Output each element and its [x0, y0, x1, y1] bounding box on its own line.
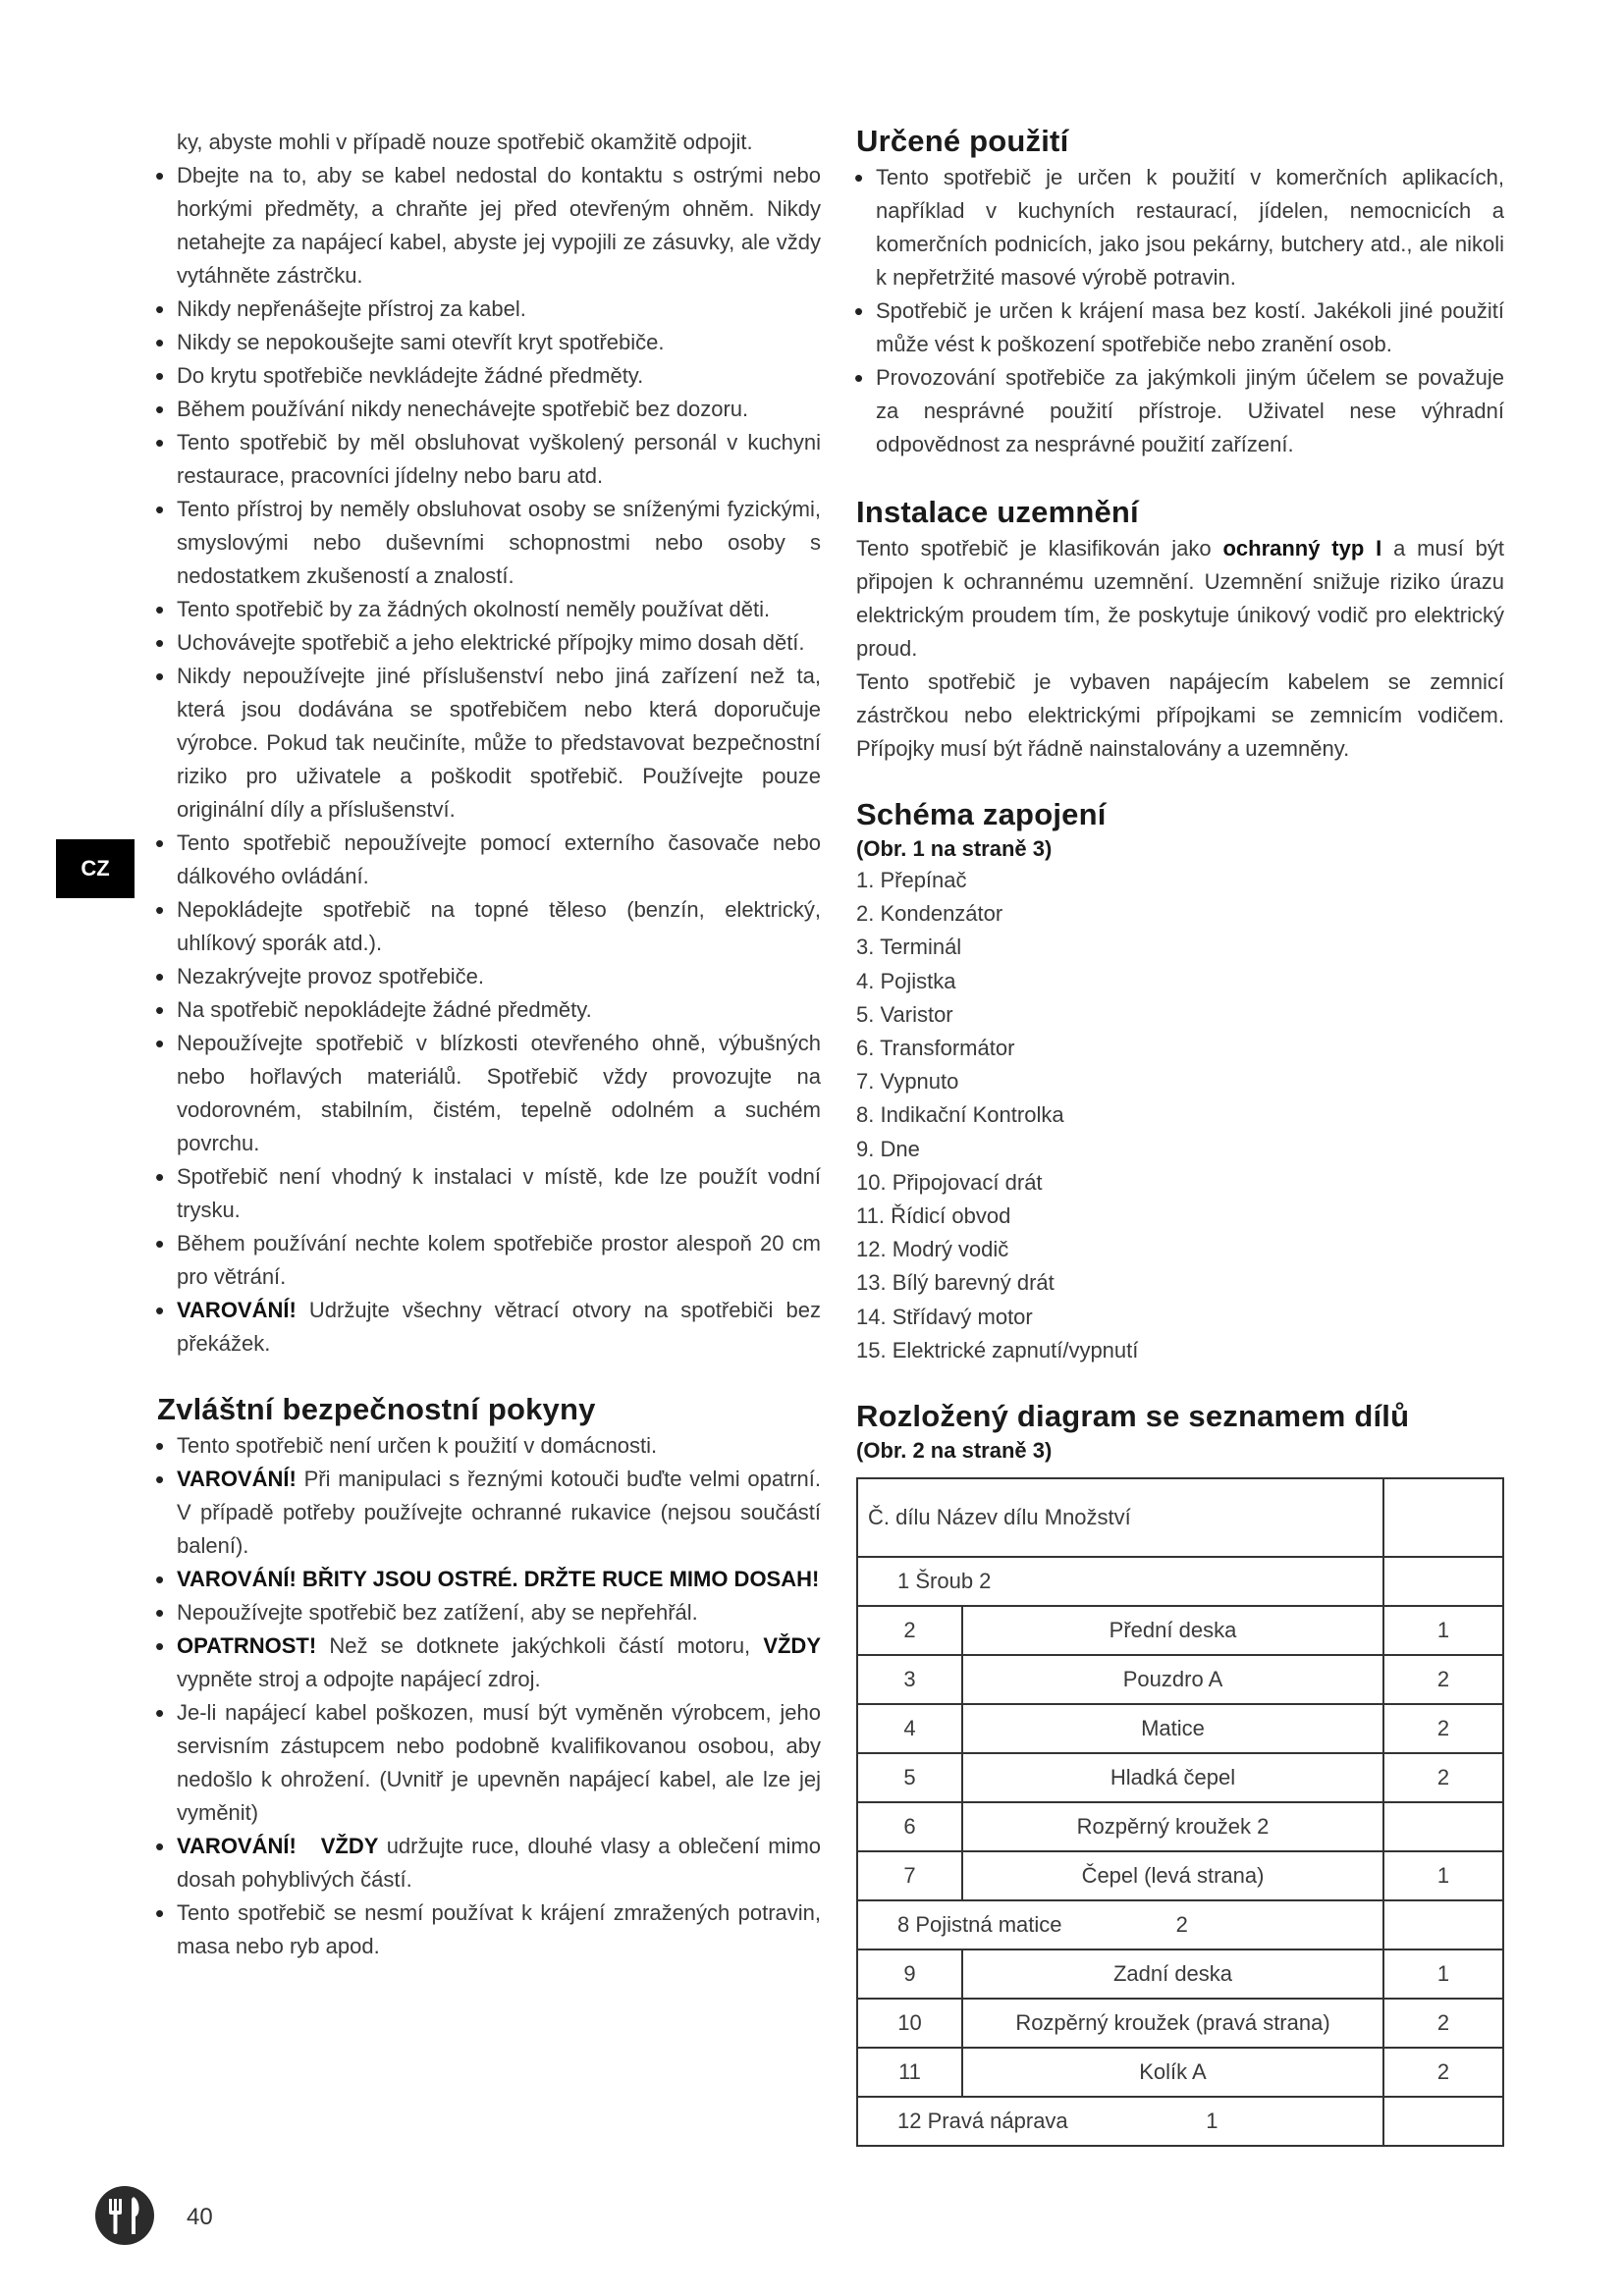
table-cell: Rozpěrný kroužek (pravá strana) — [962, 1999, 1383, 2048]
list-item: 9. Dne — [856, 1136, 920, 1161]
table-cell: 2 — [857, 1606, 962, 1655]
warning-text: udržujte ruce, dlouhé vlasy a oblečení mimo dosah pohyblivých částí. — [177, 1834, 822, 1892]
list-item: 6. Transformátor — [856, 1036, 1015, 1061]
list-item: 14. Střídavý motor — [856, 1304, 1033, 1329]
table-cell — [1383, 2097, 1503, 2146]
table-header-row — [857, 1478, 1503, 1557]
table-cell: 2 — [1383, 1753, 1503, 1802]
intro-text: ky, abyste mohli v případě nouze spotřebič okamžitě odpojit. — [177, 130, 753, 154]
table-cell: 1 — [1383, 1606, 1503, 1655]
table-row — [857, 1606, 1503, 1655]
table-cell: 2 — [1383, 1655, 1503, 1704]
table-cell: 6 — [857, 1802, 962, 1851]
list-item — [157, 1629, 821, 1696]
list-item: 4. Pojistka — [856, 968, 956, 993]
list-item: 10. Připojovací drát — [856, 1169, 1043, 1195]
parts-title: Rozložený diagram se seznamem dílů — [856, 1399, 1410, 1434]
list-item — [157, 1563, 821, 1596]
table-cell: Hladká čepel — [962, 1753, 1383, 1802]
list-item: • Tento spotřebič by za žádných okolností neměly používat děti. — [157, 593, 821, 626]
special-safety-title: Zvláštní bezpečnostní pokyny — [157, 1392, 596, 1426]
list-item — [157, 1830, 821, 1896]
table-cell: 2 — [1383, 2048, 1503, 2097]
caution-text: Než se dotknete jakýchkoli částí motoru, — [316, 1633, 764, 1658]
language-tab: CZ — [56, 839, 135, 898]
list-item: • Tento přístroj by neměly obsluhovat osoby se sníženými fyzickými, smyslovými nebo duševními schopnostmi nebo osoby s nedostatkem zkušeností a znalostí. — [157, 493, 821, 593]
table-header-cell: Č. dílu Název dílu Množství — [857, 1478, 1383, 1557]
list-item: • Nezakrývejte provoz spotřebiče. — [157, 960, 821, 993]
table-cell — [1383, 1557, 1503, 1606]
table-row — [857, 1802, 1503, 1851]
grounding-text-end: a musí být připojen k ochrannému uzemnění. Uzemnění snižuje riziko úrazu elektrickým proudem tím, že poskytuje únikový vodič pro elektrický proud. — [856, 536, 1504, 661]
warning-text: Při manipulaci s řeznými kotouči buďte velmi opatrní. V případě potřeby používejte ochranné rukavice (nejsou součástí balení). — [177, 1467, 821, 1558]
table-row — [857, 2048, 1503, 2097]
table-cell: Rozpěrný kroužek 2 — [962, 1802, 1383, 1851]
table-cell: 10 — [857, 1999, 962, 2048]
parts-table — [856, 1477, 1504, 2147]
list-item: • Spotřebič není vhodný k instalaci v místě, kde lze použít vodní trysku. — [157, 1160, 821, 1227]
list-item: 1. Přepínač — [856, 868, 967, 892]
table-cell — [1383, 1802, 1503, 1851]
table-cell — [1383, 1900, 1503, 1949]
table-cell: 12 Pravá náprava 1 — [857, 2097, 1383, 2146]
grounding-paragraph-1 — [856, 532, 1504, 666]
list-item: • Tento spotřebič se nesmí používat k krájení zmražených potravin, masa nebo ryb apod. — [157, 1896, 821, 1963]
warning-text: Udržujte všechny větrací otvory na spotřebiči bez překážek. — [177, 1298, 821, 1356]
warning-label: VAROVÁNÍ! — [177, 1467, 297, 1491]
left-column — [157, 126, 821, 1963]
list-item — [157, 1463, 821, 1563]
list-item: 8. Indikační Kontrolka — [856, 1102, 1064, 1128]
intended-use-list — [856, 161, 1504, 461]
list-item: • Spotřebič je určen k krájení masa bez kostí. Jakékoli jiné použití může vést k poškození spotřebiče nebo zranění osob. — [856, 294, 1504, 361]
parts-subtitle: (Obr. 2 na straně 3) — [856, 1438, 1053, 1464]
right-column — [856, 126, 1504, 2147]
table-row — [857, 1851, 1503, 1900]
table-row — [857, 2097, 1503, 2146]
warning-label: VAROVÁNÍ! — [177, 1834, 297, 1858]
wiring-subtitle: (Obr. 1 na straně 3) — [856, 836, 1053, 861]
table-row — [857, 1704, 1503, 1753]
list-item: • Nikdy se nepokoušejte sami otevřít kryt spotřebiče. — [157, 326, 821, 359]
list-item: 13. Bílý barevný drát — [856, 1270, 1055, 1296]
list-item: • Uchovávejte spotřebič a jeho elektrické přípojky mimo dosah dětí. — [157, 626, 821, 660]
caution-text-end: vypněte stroj a odpojte napájecí zdroj. — [177, 1667, 541, 1691]
cutlery-logo-icon — [94, 2185, 155, 2246]
warning-label: VAROVÁNÍ! — [177, 1298, 297, 1322]
blades-warning: VAROVÁNÍ! BŘITY JSOU OSTRÉ. DRŽTE RUCE MIMO DOSAH! — [177, 1567, 820, 1591]
list-item: • Tento spotřebič nepoužívejte pomocí externího časovače nebo dálkového ovládání. — [157, 827, 821, 893]
protection-class: ochranný typ I — [1222, 536, 1382, 561]
table-cell: 2 — [1383, 1999, 1503, 2048]
table-cell: Matice — [962, 1704, 1383, 1753]
grounding-text: Tento spotřebič je klasifikován jako — [856, 536, 1223, 561]
table-row — [857, 1900, 1503, 1949]
special-safety-list — [157, 1429, 821, 1963]
list-item: 2. Kondenzátor — [856, 901, 1003, 927]
table-cell: Pouzdro A — [962, 1655, 1383, 1704]
table-cell: 8 Pojistná matice 2 — [857, 1900, 1383, 1949]
list-item: • Je-li napájecí kabel poškozen, musí být vyměněn výrobcem, jeho servisním zástupcem nebo podobně kvalifikovanou osobou, aby nedošlo k ohrožení. (Uvnitř je upevněn napájecí kabel, ale lze jej vyměnit) — [157, 1696, 821, 1830]
page-number: 40 — [187, 2204, 213, 2230]
list-item: 3. Terminál — [856, 934, 962, 960]
table-cell: 3 — [857, 1655, 962, 1704]
list-item: • Nepoužívejte spotřebič v blízkosti otevřeného ohně, výbušných nebo hořlavých materiálů. Spotřebič vždy provozujte na vodorovném, stabilním, čistém, tepelně odolném a suchém povrchu. — [157, 1027, 821, 1160]
table-cell: 9 — [857, 1949, 962, 1999]
table-cell: 1 Šroub 2 — [857, 1557, 1383, 1606]
list-item: • Během používání nechte kolem spotřebiče prostor alespoň 20 cm pro větrání. — [157, 1227, 821, 1294]
list-item: • Nikdy nepřenášejte přístroj za kabel. — [157, 293, 821, 326]
list-item: • Do krytu spotřebiče nevkládejte žádné předměty. — [157, 359, 821, 393]
wiring-list — [856, 864, 1504, 1367]
list-item: • Nepokládejte spotřebič na topné těleso (benzín, elektrický, uhlíkový sporák atd.). — [157, 893, 821, 960]
table-cell: 7 — [857, 1851, 962, 1900]
intended-use-title: Určené použití — [856, 124, 1069, 158]
list-item: • Nikdy nepoužívejte jiné příslušenství nebo jiná zařízení než ta, která jsou dodávána se spotřebičem nebo která doporučuje výrobce. Pokud tak neučiníte, může to představovat bezpečnostní riziko pro uživatele a poškodit spotřebič. Používejte pouze originální díly a příslušenství. — [157, 660, 821, 827]
list-item: • Tento spotřebič není určen k použití v domácnosti. — [157, 1429, 821, 1463]
table-cell: Kolík A — [962, 2048, 1383, 2097]
list-item — [157, 1294, 821, 1361]
grounding-title: Instalace uzemnění — [856, 495, 1139, 529]
list-item: • Tento spotřebič by měl obsluhovat vyškolený personál v kuchyni restaurace, pracovníci jídelny nebo baru atd. — [157, 426, 821, 493]
list-item: • Nepoužívejte spotřebič bez zatížení, aby se nepřehřál. — [157, 1596, 821, 1629]
table-cell: 5 — [857, 1753, 962, 1802]
list-item: 7. Vypnuto — [856, 1069, 959, 1095]
list-item: • Provozování spotřebiče za jakýmkoli jiným účelem se považuje za nesprávné použití přístroje. Uživatel nese výhradní odpovědnost za nesprávné použití zařízení. — [856, 361, 1504, 461]
table-cell: 11 — [857, 2048, 962, 2097]
caution-label: OPATRNOST! — [177, 1633, 317, 1658]
list-item: 15. Elektrické zapnutí/vypnutí — [856, 1337, 1139, 1362]
table-row — [857, 1999, 1503, 2048]
list-item: • Na spotřebič nepokládejte žádné předměty. — [157, 993, 821, 1027]
table-cell: 1 — [1383, 1949, 1503, 1999]
always-label: VŽDY — [763, 1633, 821, 1658]
list-item: 11. Řídicí obvod — [856, 1203, 1011, 1229]
table-cell: 2 — [1383, 1704, 1503, 1753]
safety-list — [157, 159, 821, 1361]
grounding-paragraph-2: Tento spotřebič je vybaven napájecím kabelem se zemnicí zástrčkou nebo elektrickými přípojkami se zemnicím vodičem. Přípojky musí být řádně nainstalovány a uzemněny. — [856, 669, 1504, 761]
table-cell: 4 — [857, 1704, 962, 1753]
always-label: VŽDY — [320, 1834, 379, 1858]
table-row — [857, 1753, 1503, 1802]
wiring-title: Schéma zapojení — [856, 797, 1107, 831]
list-item: 5. Varistor — [856, 1001, 953, 1027]
list-item: 12. Modrý vodič — [856, 1237, 1009, 1262]
table-cell: Přední deska — [962, 1606, 1383, 1655]
table-row — [857, 1557, 1503, 1606]
table-cell: Zadní deska — [962, 1949, 1383, 1999]
table-cell: Čepel (levá strana) — [962, 1851, 1383, 1900]
list-item: • Tento spotřebič je určen k použití v komerčních aplikacích, například v kuchyních restaurací, jídelen, nemocnicích a komerčních podnicích, jako jsou pekárny, butchery atd., ale nikoli k nepřetržité masové výrobě potravin. — [856, 161, 1504, 294]
list-item: • Dbejte na to, aby se kabel nedostal do kontaktu s ostrými nebo horkými předměty, a chraňte jej před otevřeným ohněm. Nikdy netahejte za napájecí kabel, abyste jej vypojili ze zásuvky, ale vždy vytáhněte zástrčku. — [157, 159, 821, 293]
table-row — [857, 1655, 1503, 1704]
table-cell: 1 — [1383, 1851, 1503, 1900]
table-row — [857, 1949, 1503, 1999]
table-cell — [1383, 1478, 1503, 1557]
list-item: • Během používání nikdy nenechávejte spotřebič bez dozoru. — [157, 393, 821, 426]
